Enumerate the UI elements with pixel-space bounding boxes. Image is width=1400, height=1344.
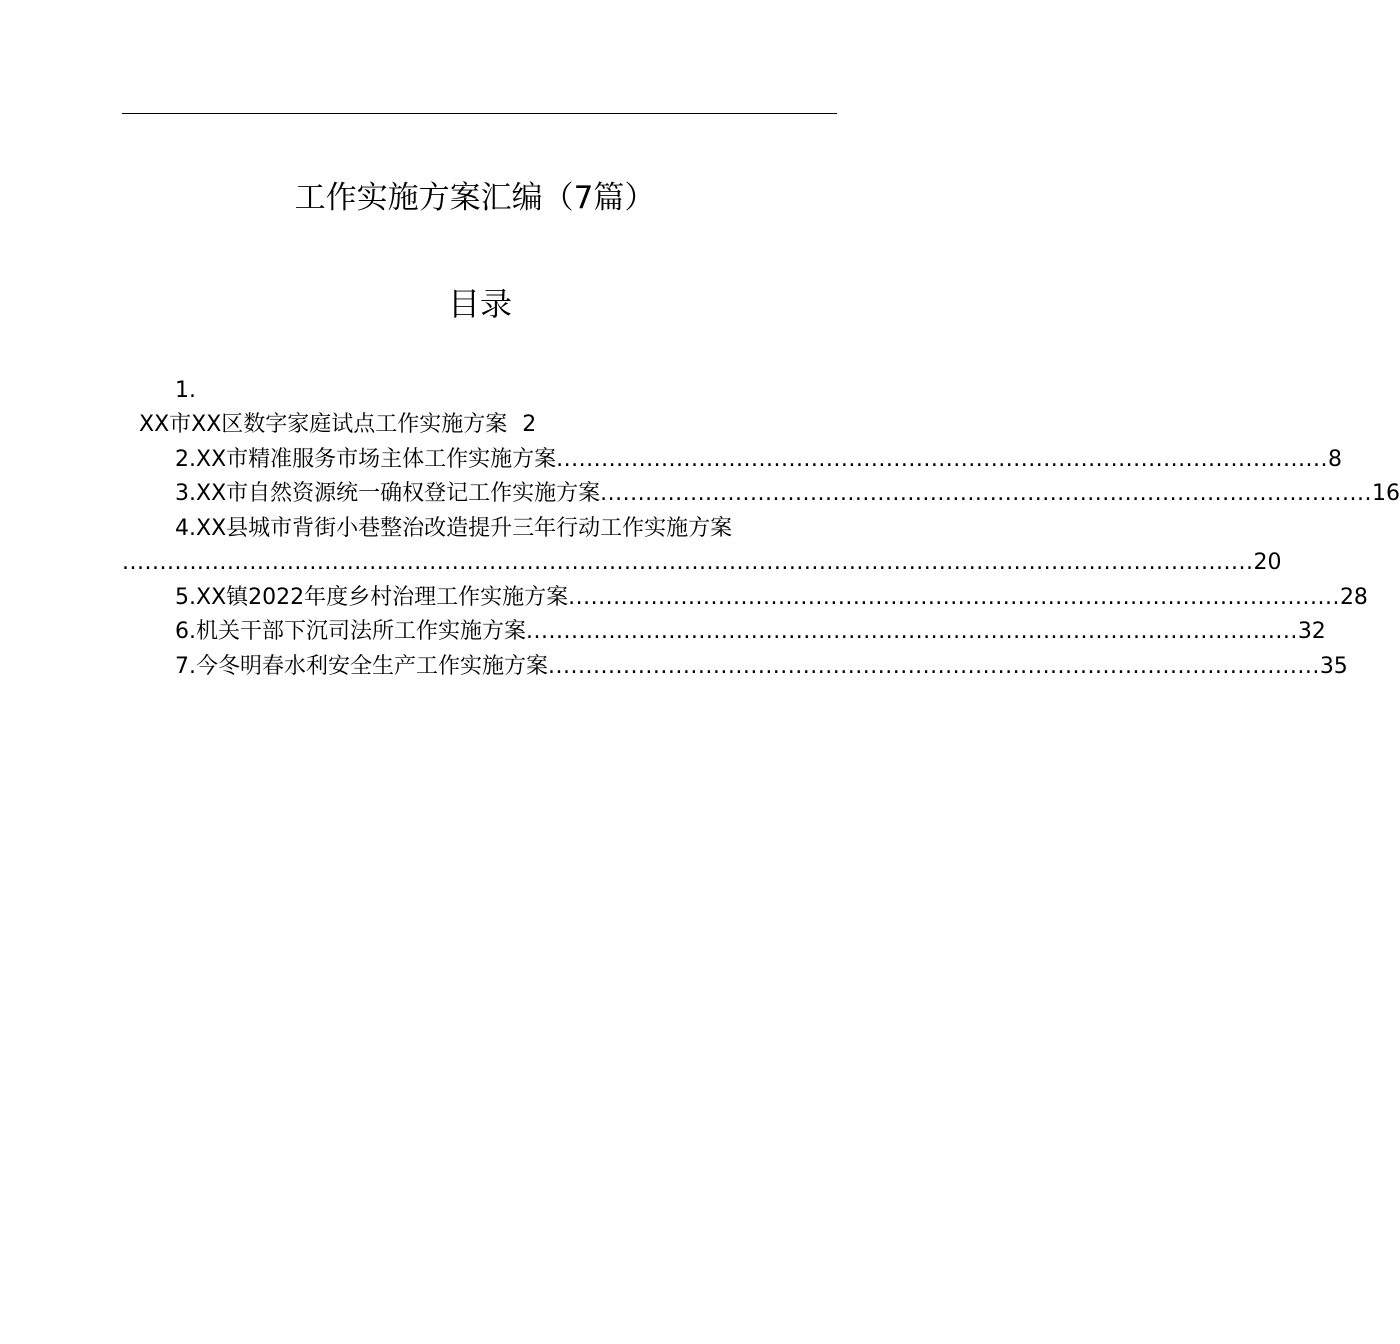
toc-entry-1-page: 2 bbox=[522, 412, 537, 437]
toc-leader-dots: ....................................................................................................... bbox=[556, 447, 1328, 472]
toc-entry-7-number: 7. bbox=[175, 654, 196, 679]
toc-entry-3-page: 16 bbox=[1371, 481, 1400, 506]
toc-entry-2[interactable] bbox=[175, 443, 1342, 477]
toc-entry-5-number: 5. bbox=[175, 585, 196, 610]
toc-entry-5-page: 28 bbox=[1339, 585, 1368, 610]
toc-leader-dots: ....................................................................................................................................................... bbox=[122, 550, 1254, 575]
toc-entry-1-number[interactable]: 1. bbox=[175, 378, 196, 403]
toc-entry-2-page: 8 bbox=[1327, 447, 1342, 472]
toc-entry-2-number: 2. bbox=[175, 447, 196, 472]
toc-entry-1[interactable] bbox=[139, 408, 536, 442]
toc-entry-6-page: 32 bbox=[1297, 619, 1326, 644]
toc-entry-6[interactable] bbox=[175, 615, 1326, 649]
header-rule bbox=[122, 113, 837, 114]
toc-entry-4[interactable] bbox=[175, 512, 732, 546]
toc-entry-5-title: XX镇2022年度乡村治理工作实施方案 bbox=[196, 585, 569, 610]
toc-entry-3-number: 3. bbox=[175, 481, 196, 506]
toc-entry-5[interactable] bbox=[175, 581, 1368, 615]
toc-leader-dots: ....................................................................................................... bbox=[600, 481, 1372, 506]
toc-entry-2-title: XX市精准服务市场主体工作实施方案 bbox=[196, 447, 557, 472]
toc-leader-dots: ....................................................................................................... bbox=[548, 654, 1320, 679]
toc-entry-3[interactable] bbox=[175, 477, 1400, 511]
toc-entry-4-page: 20 bbox=[1253, 550, 1282, 575]
toc-entry-7[interactable] bbox=[175, 650, 1348, 684]
toc-entry-4-title: XX县城市背街小巷整治改造提升三年行动工作实施方案 bbox=[196, 516, 733, 541]
toc-leader-dots: ....................................................................................................... bbox=[526, 619, 1298, 644]
toc-entry-4-leader-line[interactable] bbox=[122, 546, 1282, 580]
toc-entry-3-title: XX市自然资源统一确权登记工作实施方案 bbox=[196, 481, 601, 506]
toc-entry-1-title: XX市XX区数字家庭试点工作实施方案 bbox=[139, 412, 508, 437]
toc-entry-6-number: 6. bbox=[175, 619, 196, 644]
document-title: 工作实施方案汇编（7篇） bbox=[294, 180, 656, 216]
toc-entry-7-page: 35 bbox=[1319, 654, 1348, 679]
toc-entry-6-title: 机关干部下沉司法所工作实施方案 bbox=[196, 619, 527, 644]
toc-heading: 目录 bbox=[447, 285, 512, 323]
toc-leader-dots: ....................................................................................................... bbox=[568, 585, 1340, 610]
toc-entry-7-title: 今冬明春水利安全生产工作实施方案 bbox=[196, 654, 549, 679]
toc-entry-4-number: 4. bbox=[175, 516, 196, 541]
